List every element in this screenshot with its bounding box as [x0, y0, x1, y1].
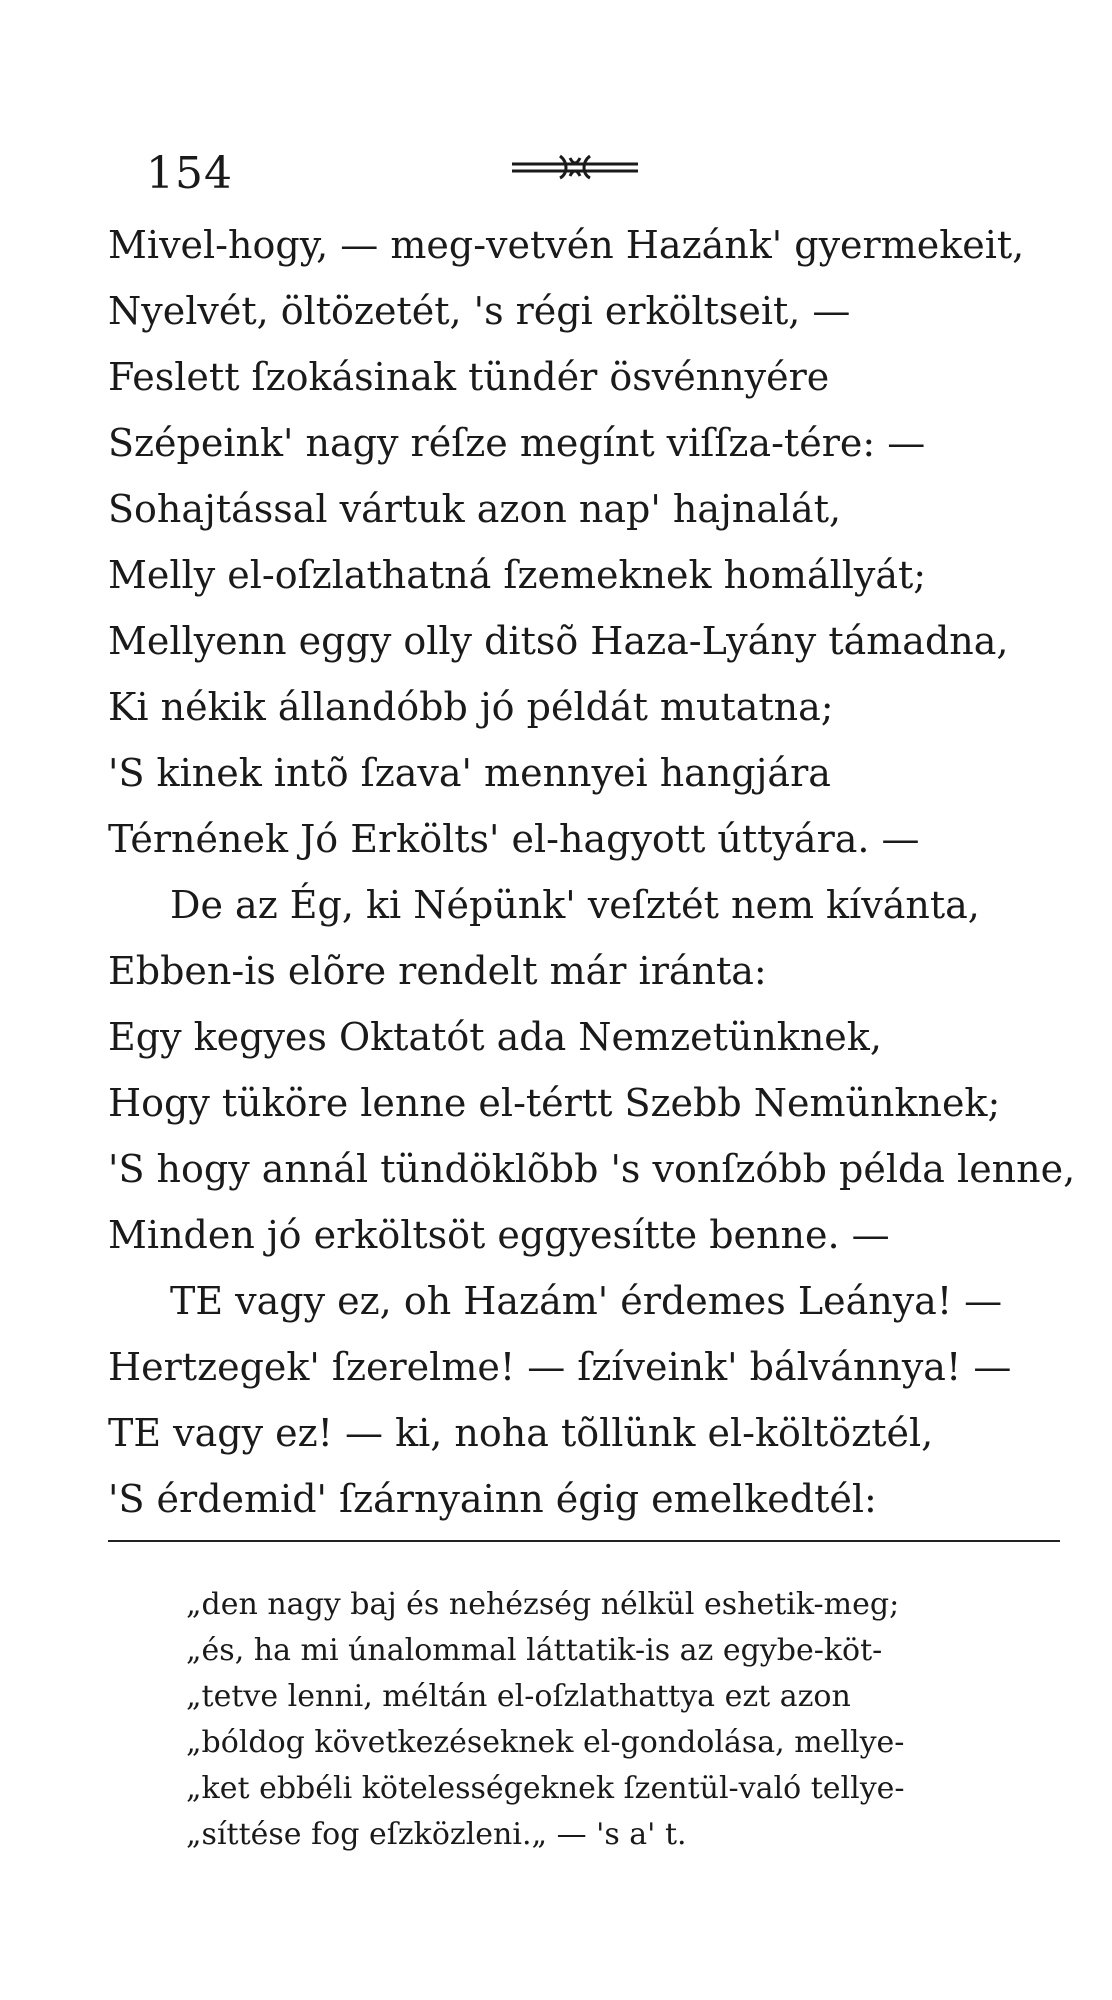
poem-line: Minden jó erköltsöt eggyesítte benne. —: [108, 1213, 890, 1257]
footnote-line: „ket ebbéli kötelességeknek ſzentül-való tellye-: [186, 1771, 905, 1806]
poem-line: Mellyenn eggy olly ditsõ Haza-Lyány támadna,: [108, 619, 1009, 663]
footnote-divider: [108, 1540, 1060, 1542]
poem-line: Szépeink' nagy réſze megínt viſſza-tére: —: [108, 421, 926, 465]
poem-line: TE vagy ez! — ki, noha tõllünk el-költöztél,: [108, 1411, 934, 1455]
poem-line: Ki nékik állandóbb jó példát mutatna;: [108, 685, 834, 729]
poem-line: Feslett ſzokásinak tündér ösvénnyére: [108, 355, 830, 399]
poem-line: Egy kegyes Oktatót ada Nemzetünknek,: [108, 1015, 882, 1059]
poem-line: 'S érdemid' ſzárnyainn égig emelkedtél:: [108, 1477, 877, 1521]
poem-line: 'S kinek intõ ſzava' mennyei hangjára: [108, 751, 831, 795]
poem-line: Hogy tüköre lenne el-tértt Szebb Nemünknek;: [108, 1081, 1001, 1125]
poem-line: Mivel-hogy, — meg-vetvén Hazánk' gyermekeit,: [108, 223, 1025, 267]
footnote-line: „bóldog következéseknek el-gondolása, mellye-: [186, 1725, 905, 1760]
footnote: [186, 1582, 1066, 1858]
poem-line: 'S hogy annál tündöklõbb 's vonſzóbb példa lenne,: [108, 1147, 1076, 1191]
footnote-line: „síttése fog eſzközleni.„ — 's a' t.: [186, 1817, 687, 1852]
poem-line: Melly el-oſzlathatná ſzemeknek homállyát;: [108, 553, 927, 597]
poem-line: Hertzegek' ſzerelme! — ſzíveink' bálvánnya! —: [108, 1345, 1012, 1389]
poem-line: Sohajtással vártuk azon nap' hajnalát,: [108, 487, 842, 531]
poem-line: Nyelvét, öltözetét, 's régi erköltseit, —: [108, 289, 851, 333]
ornament-icon: [510, 152, 640, 184]
poem-line: De az Ég, ki Népünk' veſztét nem kívánta,: [170, 883, 980, 927]
poem-line: Térnének Jó Erkölts' el-hagyott úttyára. —: [108, 817, 920, 861]
poem-text: [108, 212, 1076, 1532]
page-number: 154: [146, 148, 233, 199]
poem-line: Ebben-is elõre rendelt már iránta:: [108, 949, 767, 993]
footnote-line: „és, ha mi únalommal láttatik-is az egybe-köt-: [186, 1633, 883, 1668]
footnote-line: „den nagy baj és nehézség nélkül eshetik-meg;: [186, 1587, 900, 1622]
footnote-line: „tetve lenni, méltán el-oſzlathattya ezt azon: [186, 1679, 851, 1714]
poem-line: TE vagy ez, oh Hazám' érdemes Leánya! —: [170, 1279, 1003, 1323]
